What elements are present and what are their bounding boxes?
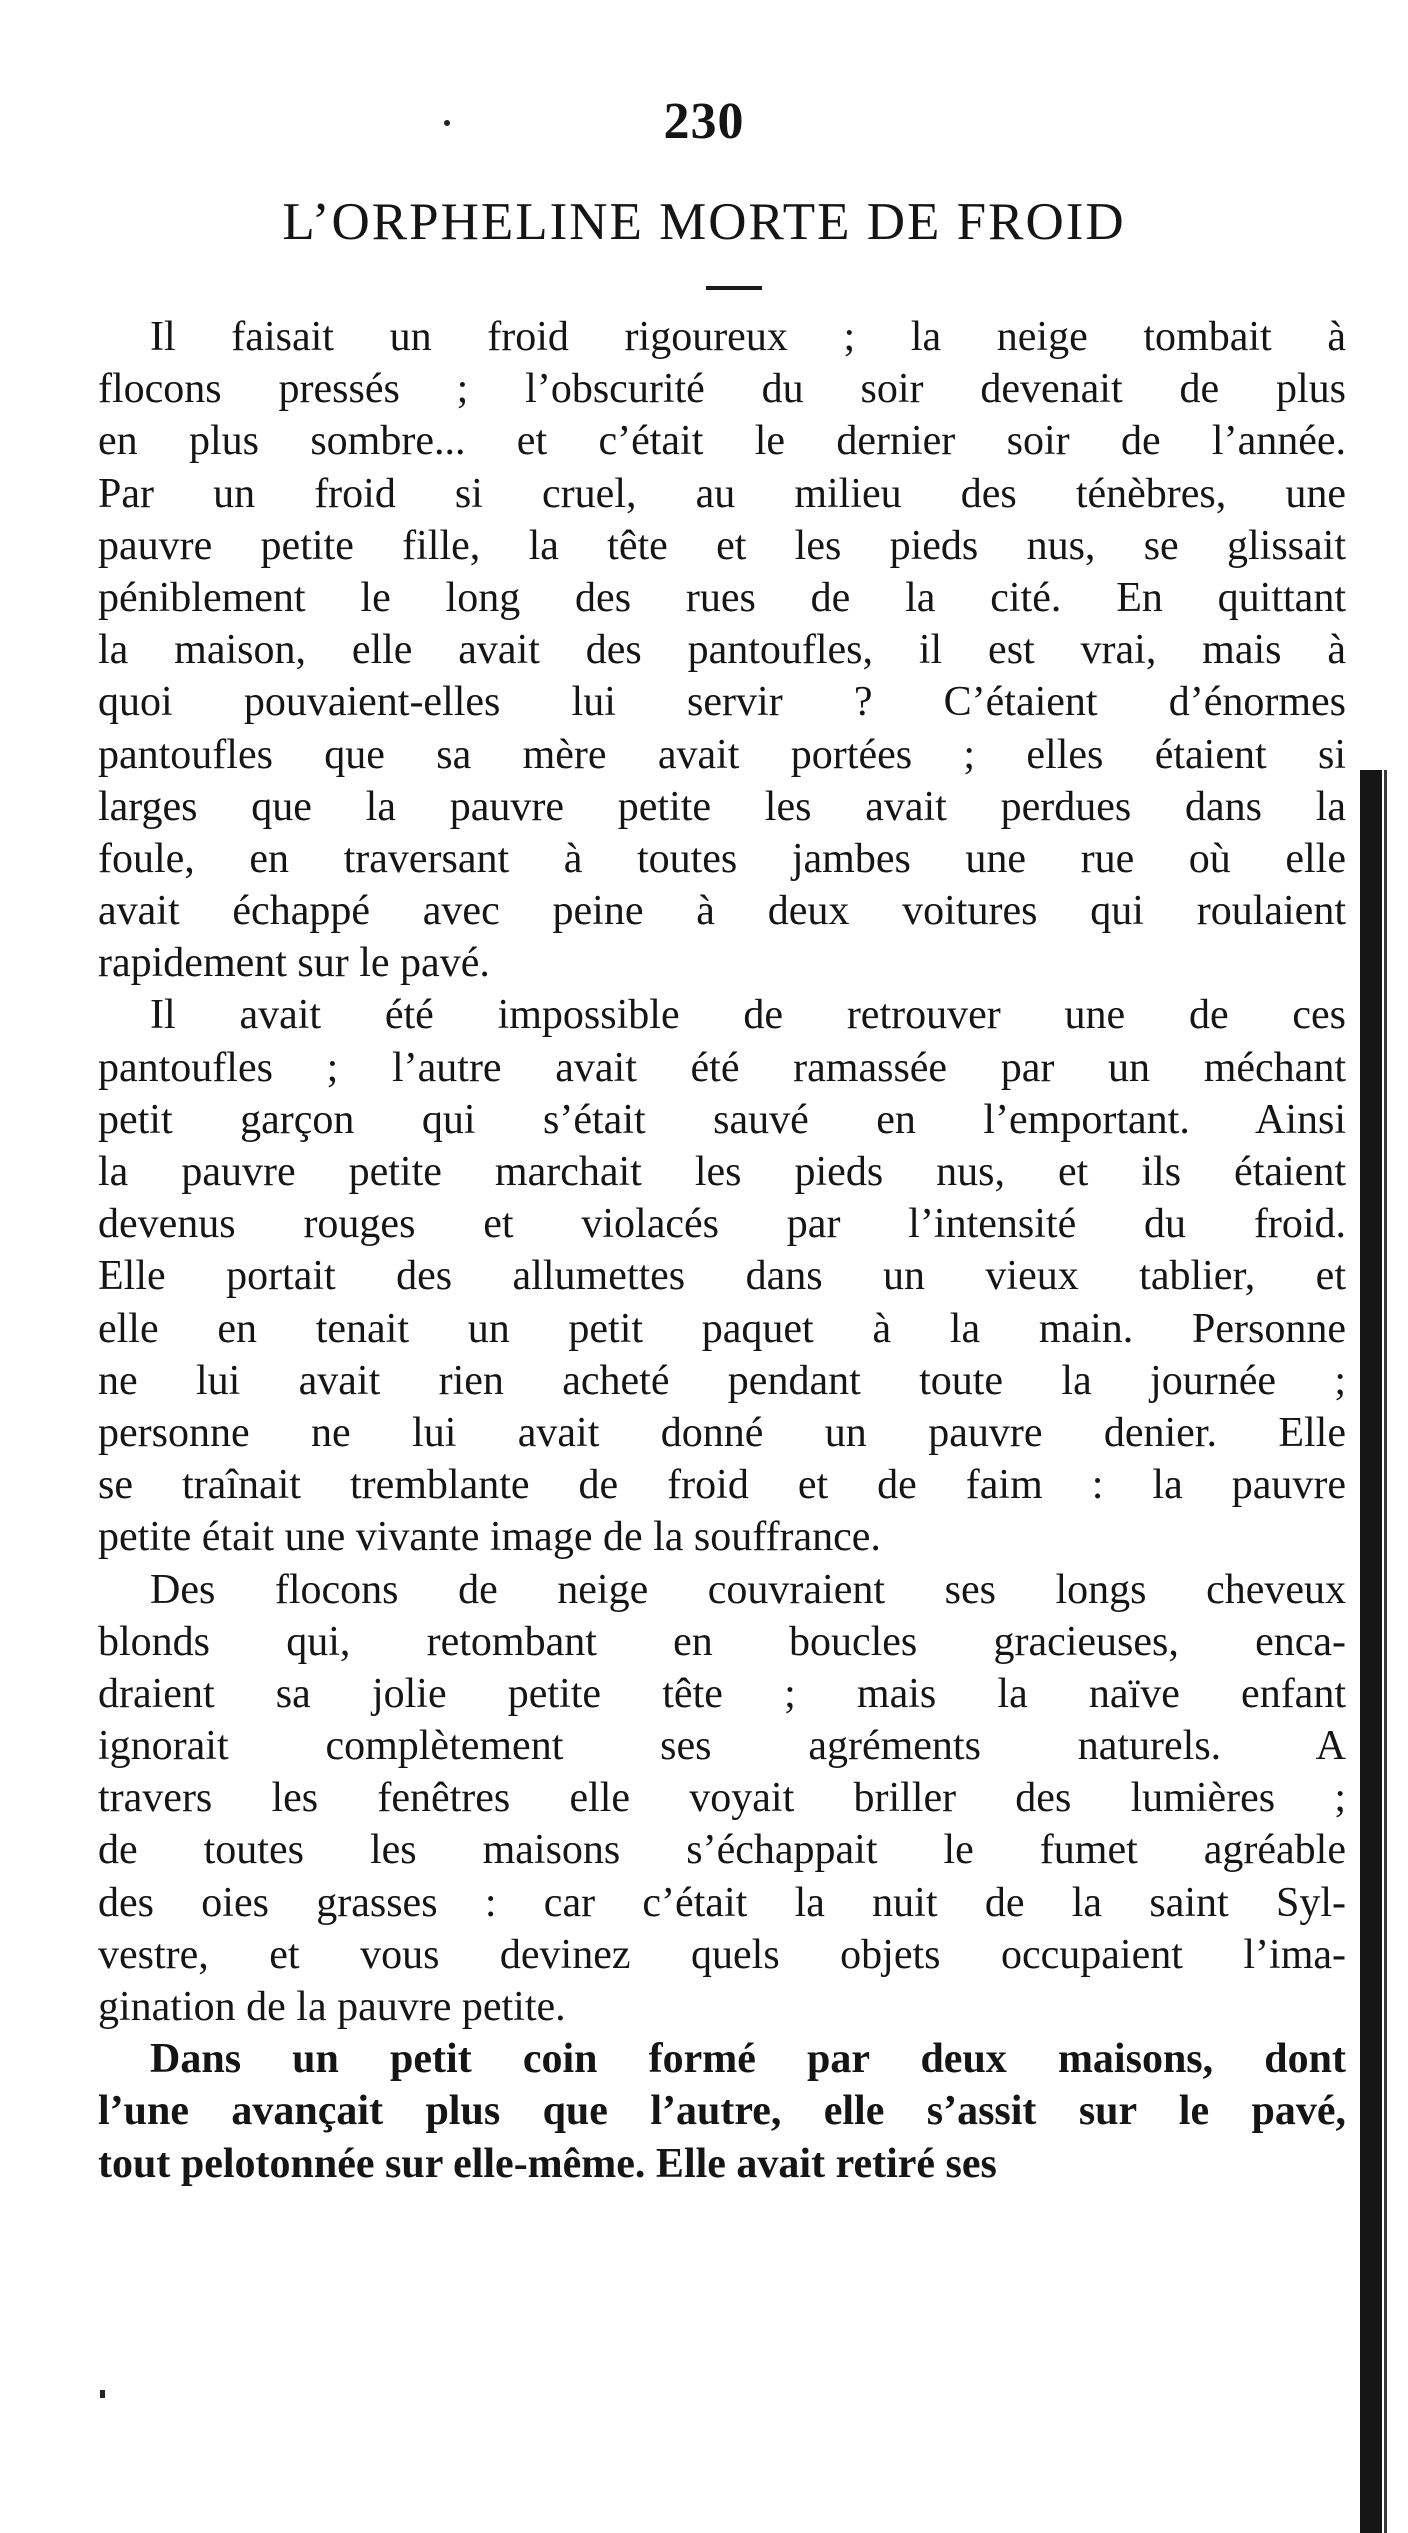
text-line: petit garçon qui s’était sauvé en l’emportant. Ainsi: [98, 1096, 1346, 1143]
text-line: pantoufles que sa mère avait portées ; elles étaient si: [98, 731, 1346, 778]
text-line: pauvre petite fille, la tête et les pieds nus, se glissait: [98, 522, 1346, 569]
text-line: elle en tenait un petit paquet à la main. Personne: [98, 1305, 1346, 1352]
text-line: foule, en traversant à toutes jambes une rue où elle: [98, 835, 1346, 882]
text-line: la maison, elle avait des pantoufles, il est vrai, mais à: [98, 627, 1346, 674]
text-line: devenus rouges et violacés par l’intensité du froid.: [98, 1201, 1346, 1248]
text-line: blonds qui, retombant en boucles gracieuses, enca-: [98, 1618, 1346, 1665]
text-line: quoi pouvaient-elles lui servir ? C’étaient d’énormes: [98, 679, 1346, 726]
page-number: 230: [663, 93, 745, 150]
text-line: vestre, et vous devinez quels objets occupaient l’ima-: [98, 1931, 1346, 1978]
text-line: Par un froid si cruel, au milieu des ténèbres, une: [98, 470, 1346, 517]
paragraph: [98, 989, 1346, 1563]
chapter-title: L’ORPHELINE MORTE DE FROID: [282, 193, 1126, 251]
paragraph: [98, 1564, 1346, 2034]
title-divider: [706, 286, 762, 290]
text-line: larges que la pauvre petite les avait perdues dans la: [98, 783, 1346, 830]
text-line: personne ne lui avait donné un pauvre denier. Elle: [98, 1409, 1346, 1456]
text-line: l’une avançait plus que l’autre, elle s’assit sur le pavé,: [98, 2088, 1346, 2135]
text-line: Elle portait des allumettes dans un vieux tablier, et: [98, 1253, 1346, 1300]
page-edge-line: [1384, 770, 1387, 2533]
text-line: petite était une vivante image de la souffrance.: [98, 1514, 881, 1561]
text-line: Il faisait un froid rigoureux ; la neige tombait à: [150, 314, 1346, 360]
text-line: rapidement sur le pavé.: [98, 940, 490, 987]
text-line: Des flocons de neige couvraient ses longs cheveux: [150, 1566, 1346, 1613]
margin-speck: [100, 2390, 105, 2398]
text-line: pantoufles ; l’autre avait été ramassée par un méchant: [98, 1044, 1346, 1091]
text-line: se traînait tremblante de froid et de faim : la pauvre: [98, 1462, 1346, 1509]
page-edge-shadow: [1360, 770, 1382, 2533]
text-line: la pauvre petite marchait les pieds nus, et ils étaient: [98, 1149, 1346, 1195]
text-line: des oies grasses : car c’était la nuit de la saint Syl-: [98, 1879, 1346, 1926]
text-line: ne lui avait rien acheté pendant toute la journée ;: [98, 1357, 1346, 1404]
text-line: travers les fenêtres elle voyait briller des lumières ;: [98, 1775, 1346, 1822]
text-line: ignorait complètement ses agréments naturels. A: [98, 1723, 1346, 1770]
text-line: gination de la pauvre petite.: [98, 1984, 566, 2030]
text-line: en plus sombre... et c’était le dernier soir de l’année.: [98, 418, 1346, 465]
text-line: Il avait été impossible de retrouver une de ces: [150, 992, 1346, 1039]
text-line: draient sa jolie petite tête ; mais la naïve enfant: [98, 1670, 1346, 1717]
text-line: de toutes les maisons s’échappait le fumet agréable: [98, 1827, 1346, 1874]
body-text: [98, 311, 1346, 2190]
text-line: avait échappé avec peine à deux voitures qui roulaient: [98, 888, 1346, 935]
text-line: péniblement le long des rues de la cité. En quittant: [98, 574, 1346, 621]
text-line: flocons pressés ; l’obscurité du soir devenait de plus: [98, 366, 1346, 413]
text-line: tout pelotonnée sur elle-même. Elle avait retiré ses: [98, 2140, 997, 2187]
text-line: Dans un petit coin formé par deux maisons, dont: [150, 2036, 1346, 2083]
paragraph: [98, 311, 1346, 989]
paragraph: [98, 2033, 1346, 2190]
